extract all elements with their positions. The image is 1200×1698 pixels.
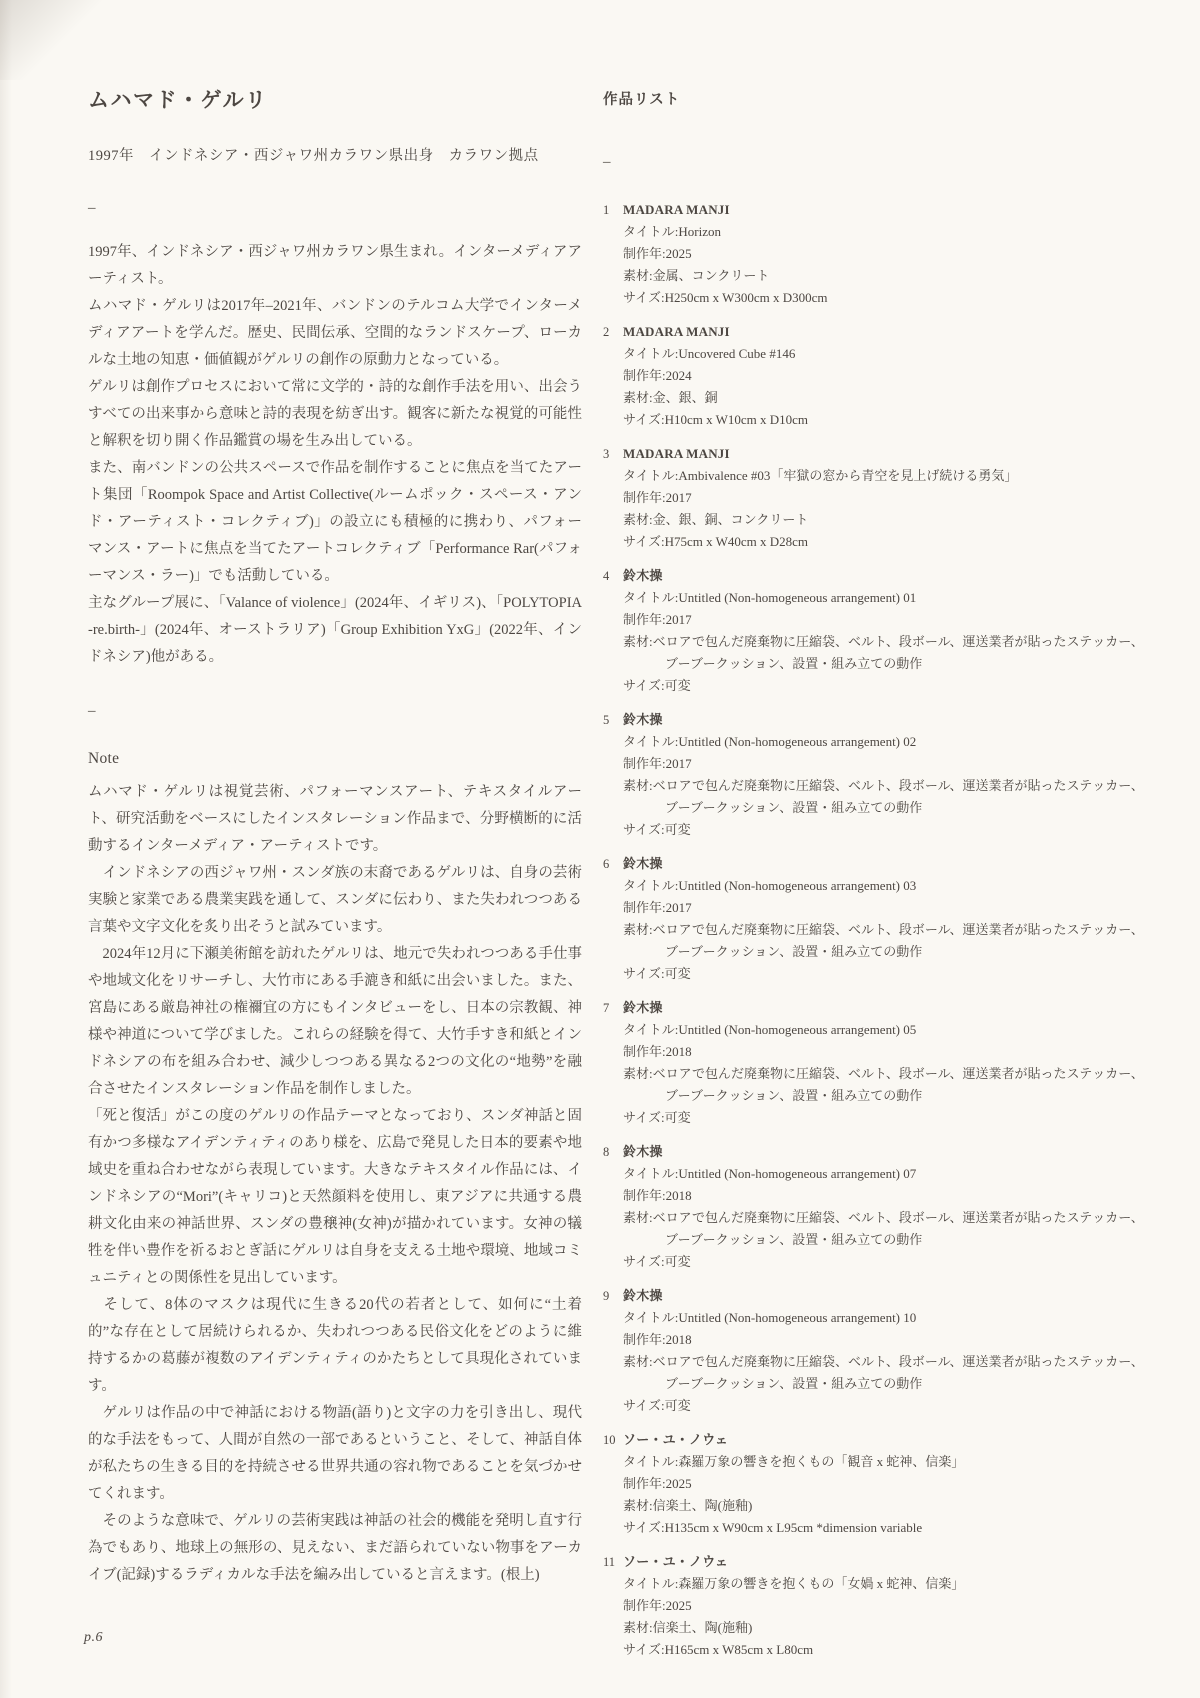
work-material: 素材:ベロアで包んだ廃棄物に圧縮袋、ベルト、段ボール、運送業者が貼ったステッカー、: [623, 1354, 1144, 1369]
work-size: サイズ:可変: [623, 1398, 691, 1413]
work-size: サイズ:可変: [623, 822, 691, 837]
work-size: サイズ:H10cm x W10cm x D10cm: [623, 412, 809, 427]
work-year: 制作年:2018: [623, 1188, 692, 1203]
note-paragraph: ムハマド・ゲルリは視覚芸術、パフォーマンスアート、テキスタイルアート、研究活動をベースにしたインスタレーション作品まで、分野横断的に活動するインターメディア・アーティストです。: [88, 784, 582, 855]
work-artist: MADARA MANJI: [623, 446, 730, 461]
work-number: 9: [603, 1289, 610, 1303]
work-number: 4: [603, 569, 610, 583]
work-title: タイトル:Untitled (Non-homogeneous arrangement) 10: [623, 1310, 917, 1325]
work-number: 1: [603, 203, 610, 217]
work-list-item: [603, 565, 1163, 697]
note-paragraph: インドネシアの西ジャワ州・スンダ族の末裔であるゲルリは、自身の芸術実験と家業である農業実践を通して、スンダに伝わり、また失われつつある言葉や文字文化を炙り出そうと試みています。: [88, 865, 582, 936]
work-material: 素材:ベロアで包んだ廃棄物に圧縮袋、ベルト、段ボール、運送業者が貼ったステッカー、: [623, 634, 1144, 649]
work-title: タイトル:Horizon: [623, 224, 721, 239]
bio-paragraph: 1997年、インドネシア・西ジャワ州カラワン県生まれ。インターメディアアーティスト。: [88, 244, 582, 288]
scan-corner-shadow: [0, 0, 110, 80]
work-material: 素材:ベロアで包んだ廃棄物に圧縮袋、ベルト、段ボール、運送業者が貼ったステッカー、: [623, 1066, 1144, 1081]
work-material-cont: ブーブークッション、設置・組み立ての動作: [665, 944, 923, 959]
work-material: 素材:金、銀、銅、コンクリート: [623, 512, 809, 527]
note-paragraph: ゲルリは作品の中で神話における物語(語り)と文字の力を引き出し、現代的な手法をもって、人間が自然の一部であるということ、そして、神話自体が私たちの生きる目的を持続させる世界共通の容れ物であることを気づかせてくれます。: [88, 1405, 582, 1503]
section-divider-dash: –: [88, 703, 96, 720]
work-title: タイトル:Untitled (Non-homogeneous arrangement) 02: [623, 734, 917, 749]
work-number: 11: [603, 1555, 616, 1569]
work-artist: 鈴木操: [623, 1000, 663, 1015]
work-artist: ソー・ユ・ノウェ: [623, 1432, 729, 1447]
section-divider-dash: –: [88, 200, 96, 217]
work-material: 素材:ベロアで包んだ廃棄物に圧縮袋、ベルト、段ボール、運送業者が貼ったステッカー、: [623, 1210, 1144, 1225]
work-number: 2: [603, 325, 610, 339]
work-list-item: [603, 321, 1163, 431]
work-title: タイトル:Untitled (Non-homogeneous arrangement) 03: [623, 878, 917, 893]
work-artist: 鈴木操: [623, 1288, 663, 1303]
work-artist: MADARA MANJI: [623, 202, 730, 217]
work-list-item: [603, 199, 1163, 309]
work-year: 制作年:2025: [623, 246, 692, 261]
work-year: 制作年:2017: [623, 756, 692, 771]
note-paragraph: そして、8体のマスクは現代に生きる20代の若者として、如何に“土着的”な存在として居続けられるか、失われつつある民俗文化をどのように維持するかの葛藤が複数のアイデンティティのかたちとして具現化されています。: [88, 1297, 582, 1395]
work-artist: 鈴木操: [623, 568, 663, 583]
artist-birth-line: 1997年 インドネシア・西ジャワ州カラワン県出身 カラワン拠点: [88, 148, 539, 165]
note-heading: Note: [88, 750, 120, 768]
work-size: サイズ:H250cm x W300cm x D300cm: [623, 290, 828, 305]
bio-paragraph: 主なグループ展に、「Valance of violence」(2024年、イギリス)、「POLYTOPIA -re.birth-」(2024年、オーストラリア)「Group Exhibition YxG」(2022年、インドネシア)他がある。: [88, 595, 582, 666]
note-text-block: [88, 779, 582, 1589]
work-year: 制作年:2024: [623, 368, 692, 383]
work-artist: 鈴木操: [623, 856, 663, 871]
artist-name-heading: ムハマド・ゲルリ: [88, 88, 268, 112]
work-year: 制作年:2017: [623, 612, 692, 627]
work-number: 10: [603, 1433, 616, 1447]
work-size: サイズ:可変: [623, 678, 691, 693]
work-material-cont: ブーブークッション、設置・組み立ての動作: [665, 1232, 923, 1247]
work-material: 素材:信楽土、陶(施釉): [623, 1498, 753, 1513]
work-material-cont: ブーブークッション、設置・組み立ての動作: [665, 656, 923, 671]
work-material: 素材:ベロアで包んだ廃棄物に圧縮袋、ベルト、段ボール、運送業者が貼ったステッカー、: [623, 778, 1144, 793]
bio-text-block: [88, 239, 582, 671]
work-title: タイトル:Untitled (Non-homogeneous arrangement) 07: [623, 1166, 917, 1181]
work-artist: MADARA MANJI: [623, 324, 730, 339]
work-size: サイズ:H165cm x W85cm x L80cm: [623, 1642, 814, 1657]
work-size: サイズ:H135cm x W90cm x L95cm *dimension variable: [623, 1520, 923, 1535]
work-list-item: [603, 709, 1163, 841]
work-year: 制作年:2025: [623, 1476, 692, 1491]
work-title: タイトル:Ambivalence #03「牢獄の窓から青空を見上げ続ける勇気」: [623, 468, 1018, 483]
work-title: タイトル:Untitled (Non-homogeneous arrangement) 05: [623, 1022, 917, 1037]
work-artist: 鈴木操: [623, 712, 663, 727]
work-artist: 鈴木操: [623, 1144, 663, 1159]
page-number: p.6: [84, 1630, 103, 1645]
work-artist: ソー・ユ・ノウェ: [623, 1554, 729, 1569]
note-paragraph: 2024年12月に下瀬美術館を訪れたゲルリは、地元で失われつつある手仕事や地域文化をリサーチし、大竹市にある手漉き和紙に出会いました。また、宮島にある厳島神社の権禰宜の方にもインタビューをし、日本の宗教観、神様や神道について学びました。これらの経験を得て、大竹手すき和紙とインドネシアの布を組み合わせ、減少しつつある異なる2つの文化の“地勢”を融合させたインスタレーション作品を制作しました。: [88, 946, 582, 1098]
work-material-cont: ブーブークッション、設置・組み立ての動作: [665, 1088, 923, 1103]
work-size: サイズ:可変: [623, 1110, 691, 1125]
work-year: 制作年:2018: [623, 1332, 692, 1347]
work-list-item: [603, 853, 1163, 985]
artist-bio-column: [88, 88, 582, 1589]
work-size: サイズ:H75cm x W40cm x D28cm: [623, 534, 809, 549]
bio-paragraph: ゲルリは創作プロセスにおいて常に文学的・詩的な創作手法を用い、出会うすべての出来事から意味と詩的表現を紡ぎ出す。観客に新たな視覚的可能性と解釈を切り開く作品鑑賞の場を生み出している。: [88, 379, 582, 450]
work-list-column: [603, 88, 1163, 1673]
work-title: タイトル:Untitled (Non-homogeneous arrangement) 01: [623, 590, 917, 605]
work-list: [603, 199, 1163, 1661]
work-year: 制作年:2018: [623, 1044, 692, 1059]
work-size: サイズ:可変: [623, 1254, 691, 1269]
work-year: 制作年:2025: [623, 1598, 692, 1613]
work-material: 素材:信楽土、陶(施釉): [623, 1620, 753, 1635]
bio-paragraph: ムハマド・ゲルリは2017年–2021年、バンドンのテルコム大学でインターメディアアートを学んだ。歴史、民間伝承、空間的なランドスケープ、ローカルな土地の知恵・価値観がゲルリの創作の原動力となっている。: [88, 298, 582, 369]
work-year: 制作年:2017: [623, 490, 692, 505]
work-number: 7: [603, 1001, 610, 1015]
work-title: タイトル:森羅万象の響きを抱くもの「観音 x 蛇神、信楽」: [623, 1454, 965, 1469]
work-number: 8: [603, 1145, 610, 1159]
work-list-heading: 作品リスト: [603, 92, 681, 108]
work-list-item: [603, 1141, 1163, 1273]
work-number: 6: [603, 857, 610, 871]
work-title: タイトル:森羅万象の響きを抱くもの「女媧 x 蛇神、信楽」: [623, 1576, 965, 1591]
work-material: 素材:金、銀、銅: [623, 390, 718, 405]
work-list-item: [603, 1551, 1163, 1661]
work-material: 素材:ベロアで包んだ廃棄物に圧縮袋、ベルト、段ボール、運送業者が貼ったステッカー、: [623, 922, 1144, 937]
note-paragraph: 「死と復活」がこの度のゲルリの作品テーマとなっており、スンダ神話と固有かつ多様なアイデンティティのあり様を、広島で発見した日本的要素や地域史を重ね合わせながら表現しています。大きなテキスタイル作品には、インドネシアの“Mori”(キャリコ)と天然顔料を使用し、東アジアに共通する農耕文化由来の神話世界、スンダの豊穣神(女神)が描かれています。女神の犠牲を伴い豊作を祈るおとぎ話にゲルリは自身を支える土地や環境、地域コミュニティとの関係性を見出しています。: [88, 1108, 582, 1287]
work-material: 素材:金属、コンクリート: [623, 268, 770, 283]
work-list-item: [603, 1285, 1163, 1417]
work-list-item: [603, 997, 1163, 1129]
work-material-cont: ブーブークッション、設置・組み立ての動作: [665, 1376, 923, 1391]
work-title: タイトル:Uncovered Cube #146: [623, 346, 796, 361]
work-list-item: [603, 443, 1163, 553]
work-size: サイズ:可変: [623, 966, 691, 981]
work-number: 5: [603, 713, 610, 727]
work-list-item: [603, 1429, 1163, 1539]
work-material-cont: ブーブークッション、設置・組み立ての動作: [665, 800, 923, 815]
scan-edge-shadow: [0, 0, 12, 1698]
section-divider-dash: –: [603, 154, 611, 170]
work-number: 3: [603, 447, 610, 461]
work-year: 制作年:2017: [623, 900, 692, 915]
bio-paragraph: また、南バンドンの公共スペースで作品を制作することに焦点を当てたアート集団「Roompok Space and Artist Collective(ルームポック・スペース・アンド・アーティスト・コレクティブ)」の設立にも積極的に携わり、パフォーマンス・アートに焦点を当てたアートコレクティブ「Performance Rar(パフォーマンス・ラー)」でも活動している。: [88, 460, 582, 585]
note-paragraph: そのような意味で、ゲルリの芸術実践は神話の社会的機能を発明し直す行為でもあり、地球上の無形の、見えない、まだ語られていない物事をアーカイブ(記録)するラディカルな手法を編み出していると言えます。(根上): [88, 1513, 582, 1584]
